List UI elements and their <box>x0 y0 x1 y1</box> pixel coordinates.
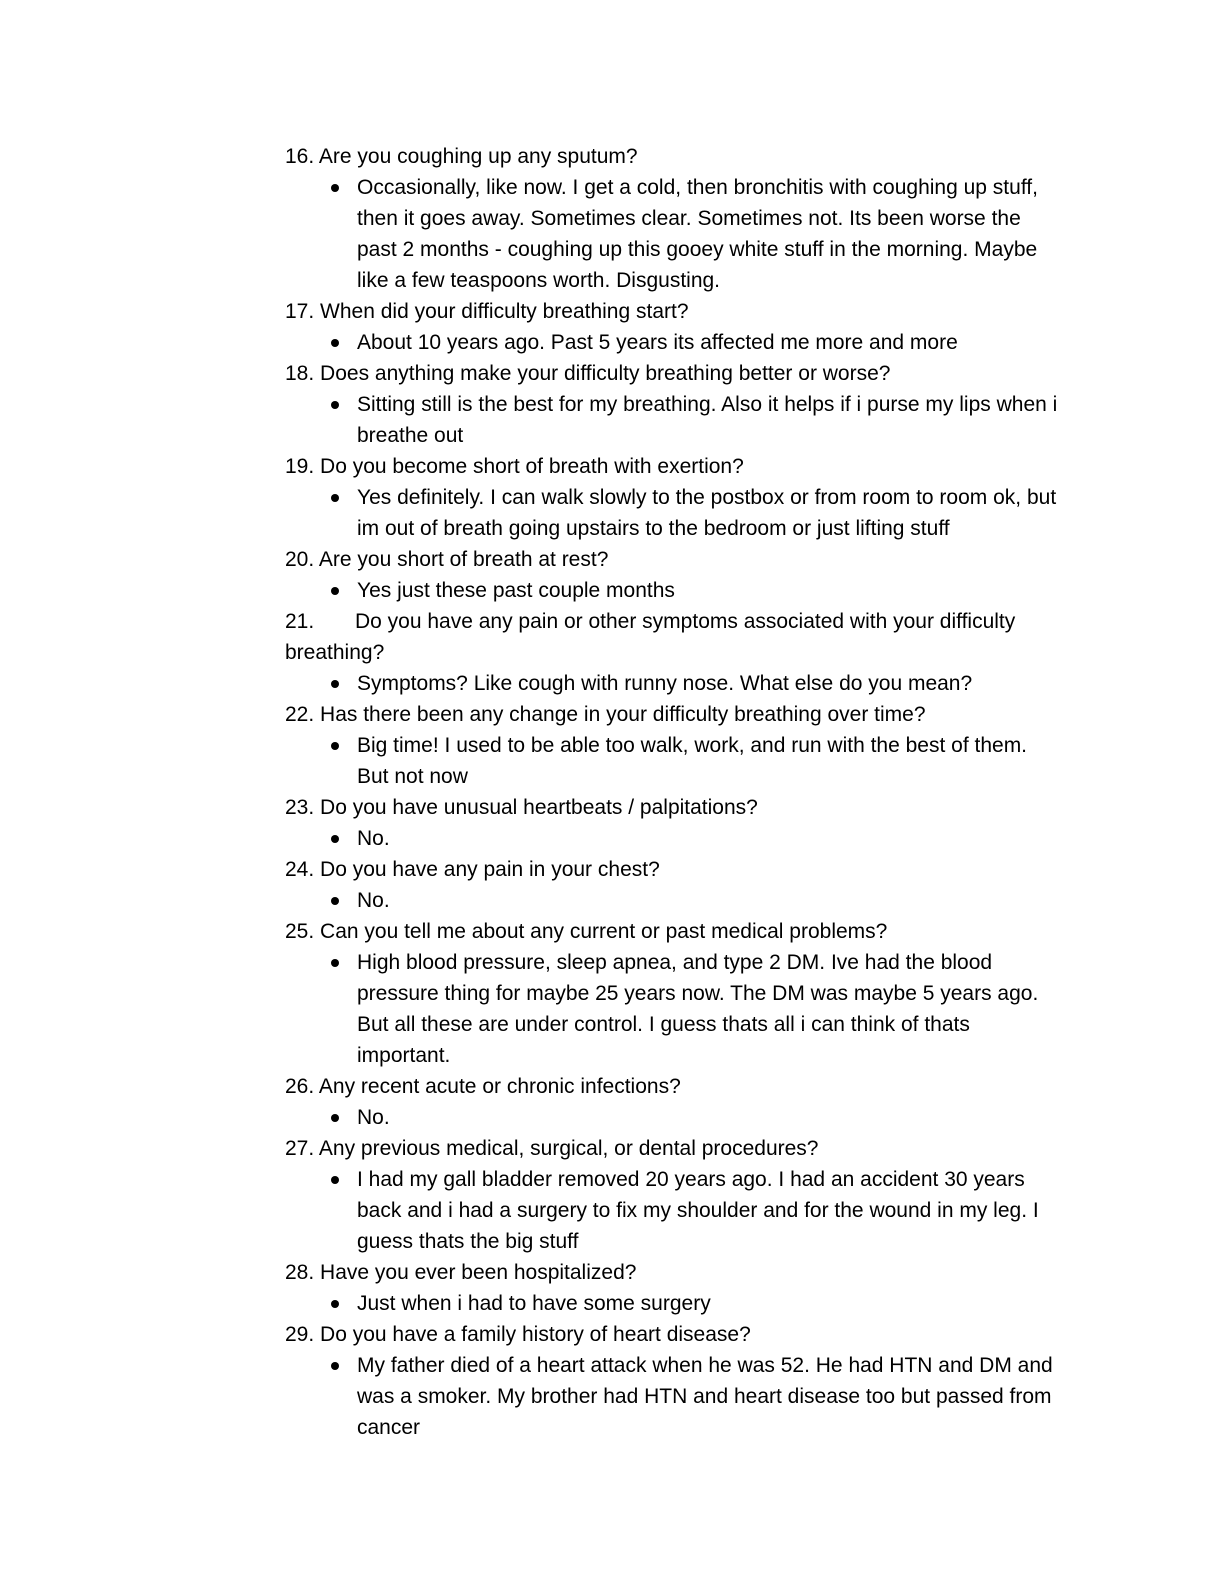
answer-list <box>285 730 1065 792</box>
answer-item <box>285 172 1060 296</box>
question-text: Has there been any change in your difficulty breathing over time? <box>320 703 926 726</box>
answer-text: Occasionally, like now. I get a cold, then bronchitis with coughing up stuff, then it goes away. Sometimes clear. Sometimes not. Its been worse the past 2 months - coughing up this gooey white stuff in the morning. Maybe like a few teaspoons worth. Disgusting. <box>357 176 1038 292</box>
question-number: 22. <box>285 703 315 726</box>
question-number: 18. <box>285 362 315 385</box>
answer-list <box>285 482 1065 544</box>
answer-item <box>285 823 1060 854</box>
qa-item <box>285 854 1065 916</box>
answer-text: Big time! I used to be able too walk, work, and run with the best of them. But not now <box>357 734 1028 788</box>
qa-item <box>285 358 1065 451</box>
answer-item <box>285 327 1060 358</box>
answer-text: Yes just these past couple months <box>357 579 675 602</box>
answer-text: No. <box>357 827 390 850</box>
question-line <box>285 1133 1065 1164</box>
question-number: 20. <box>285 548 315 571</box>
question-text: Can you tell me about any current or past medical problems? <box>320 920 888 943</box>
question-number: 24. <box>285 858 315 881</box>
bullet-icon <box>331 339 339 347</box>
bullet-icon <box>331 897 339 905</box>
answer-list <box>285 1102 1065 1133</box>
answer-item <box>285 730 1060 792</box>
answer-list <box>285 947 1065 1071</box>
answer-text: No. <box>357 889 390 912</box>
qa-item <box>285 606 1065 699</box>
question-number: 17. <box>285 300 315 323</box>
qa-list <box>285 141 1065 1443</box>
answer-text: My father died of a heart attack when he was 52. He had HTN and DM and was a smoker. My brother had HTN and heart disease too but passed from cancer <box>357 1354 1053 1439</box>
bullet-icon <box>331 1300 339 1308</box>
question-line <box>285 296 1065 327</box>
question-line <box>285 792 1065 823</box>
answer-item <box>285 1102 1060 1133</box>
qa-item <box>285 1319 1065 1443</box>
answer-list <box>285 575 1065 606</box>
qa-item <box>285 792 1065 854</box>
question-line <box>285 916 1065 947</box>
question-line <box>285 451 1065 482</box>
question-line <box>285 854 1065 885</box>
answer-text: Just when i had to have some surgery <box>357 1292 711 1315</box>
question-line <box>285 141 1065 172</box>
question-text: Have you ever been hospitalized? <box>320 1261 637 1284</box>
bullet-icon <box>331 680 339 688</box>
question-text: Do you have unusual heartbeats / palpitations? <box>320 796 758 819</box>
bullet-icon <box>331 742 339 750</box>
answer-item <box>285 1164 1060 1257</box>
question-line <box>285 358 1065 389</box>
answer-list <box>285 1350 1065 1443</box>
answer-text: High blood pressure, sleep apnea, and type 2 DM. Ive had the blood pressure thing for maybe 25 years now. The DM was maybe 5 years ago. But all these are under control. I guess thats all i can think of thats important. <box>357 951 1039 1067</box>
question-line <box>285 606 1065 668</box>
bullet-icon <box>331 401 339 409</box>
question-text: Does anything make your difficulty breathing better or worse? <box>320 362 891 385</box>
answer-list <box>285 885 1065 916</box>
qa-item <box>285 699 1065 792</box>
question-text: Are you coughing up any sputum? <box>318 145 638 168</box>
answer-item <box>285 389 1060 451</box>
answer-item <box>285 575 1060 606</box>
question-text: When did your difficulty breathing start? <box>320 300 689 323</box>
question-text: Do you have a family history of heart disease? <box>320 1323 751 1346</box>
qa-item <box>285 1133 1065 1257</box>
question-number: 23. <box>285 796 315 819</box>
question-number: 29. <box>285 1323 315 1346</box>
question-text: Any previous medical, surgical, or dental procedures? <box>318 1137 819 1160</box>
question-line <box>285 699 1065 730</box>
answer-text: About 10 years ago. Past 5 years its affected me more and more <box>357 331 958 354</box>
answer-item <box>285 1350 1060 1443</box>
qa-item <box>285 451 1065 544</box>
question-text: Do you have any pain in your chest? <box>320 858 660 881</box>
answer-list <box>285 823 1065 854</box>
question-line <box>285 1257 1065 1288</box>
answer-list <box>285 172 1065 296</box>
answer-item <box>285 885 1060 916</box>
bullet-icon <box>331 1176 339 1184</box>
question-number: 21. <box>285 610 315 633</box>
question-line <box>285 544 1065 575</box>
answer-item <box>285 1288 1060 1319</box>
answer-item <box>285 947 1060 1071</box>
bullet-icon <box>331 587 339 595</box>
answer-item <box>285 668 1060 699</box>
answer-item <box>285 482 1060 544</box>
question-text: Do you become short of breath with exertion? <box>320 455 744 478</box>
answer-text: Sitting still is the best for my breathing. Also it helps if i purse my lips when i breathe out <box>357 393 1058 447</box>
bullet-icon <box>331 494 339 502</box>
qa-item <box>285 916 1065 1071</box>
answer-list <box>285 389 1065 451</box>
bullet-icon <box>331 184 339 192</box>
answer-text: Symptoms? Like cough with runny nose. What else do you mean? <box>357 672 973 695</box>
qa-item <box>285 141 1065 296</box>
answer-list <box>285 1288 1065 1319</box>
question-text: Are you short of breath at rest? <box>318 548 609 571</box>
answer-list <box>285 668 1065 699</box>
answer-text: No. <box>357 1106 390 1129</box>
question-text: Do you have any pain or other symptoms associated with your difficulty breathing? <box>285 610 1016 664</box>
question-number: 28. <box>285 1261 315 1284</box>
answer-list <box>285 1164 1065 1257</box>
qa-item <box>285 544 1065 606</box>
answer-text: I had my gall bladder removed 20 years ago. I had an accident 30 years back and i had a surgery to fix my shoulder and for the wound in my leg. I guess thats the big stuff <box>357 1168 1039 1253</box>
question-text: Any recent acute or chronic infections? <box>318 1075 681 1098</box>
bullet-icon <box>331 959 339 967</box>
question-number: 26. <box>285 1075 315 1098</box>
answer-text: Yes definitely. I can walk slowly to the postbox or from room to room ok, but im out of breath going upstairs to the bedroom or just lifting stuff <box>357 486 1057 540</box>
qa-item <box>285 1071 1065 1133</box>
qa-item <box>285 1257 1065 1319</box>
question-line <box>285 1071 1065 1102</box>
question-number: 25. <box>285 920 315 943</box>
question-line <box>285 1319 1065 1350</box>
qa-item <box>285 296 1065 358</box>
bullet-icon <box>331 835 339 843</box>
question-number: 19. <box>285 455 315 478</box>
bullet-icon <box>331 1114 339 1122</box>
question-number: 27. <box>285 1137 315 1160</box>
bullet-icon <box>331 1362 339 1370</box>
question-number: 16. <box>285 145 315 168</box>
answer-list <box>285 327 1065 358</box>
